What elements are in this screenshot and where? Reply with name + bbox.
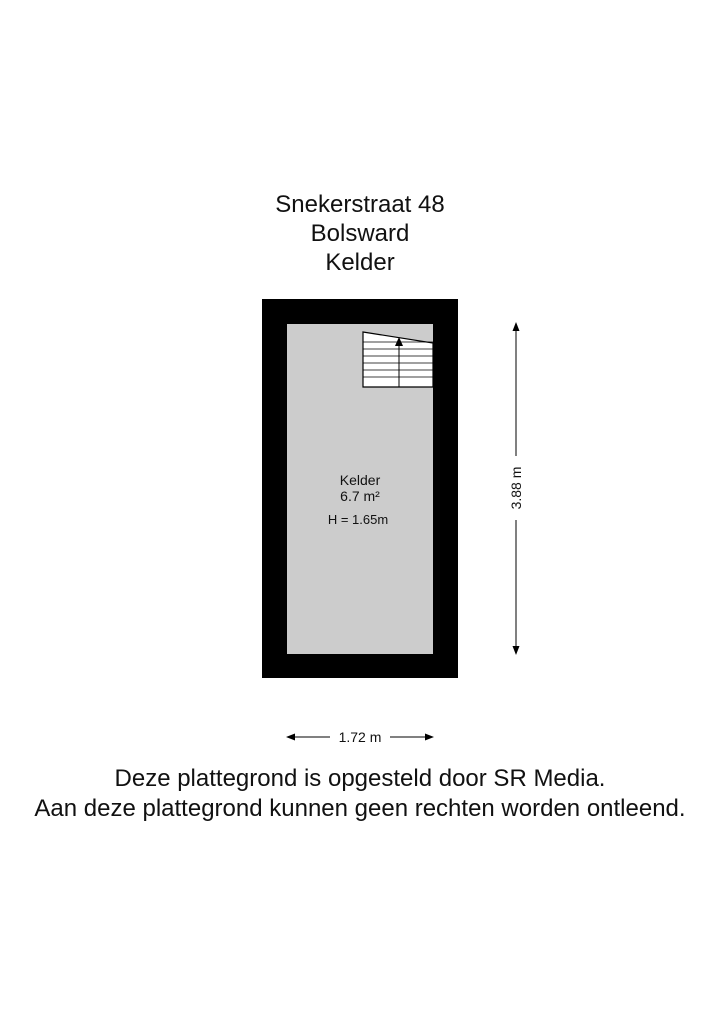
room-area: 6.7 m² [340,488,380,504]
arrow-down-icon [513,646,520,655]
width-dimension [286,729,434,745]
disclaimer-line-2: Aan deze plattegrond kunnen geen rechten worden ontleend. [34,795,686,822]
depth-dimension [508,322,524,655]
width-label: 1.72 m [338,729,382,745]
floor-label: Kelder [325,249,395,276]
depth-label: 3.88 m [508,466,524,510]
arrow-left-icon [286,734,295,741]
city-label: Bolsward [310,220,410,247]
disclaimer-line-1: Deze plattegrond is opgesteld door SR Media. [114,765,606,792]
disclaimer [0,764,720,824]
room-height: H = 1.65m [327,512,389,527]
address-label: Snekerstraat 48 [275,191,445,218]
arrow-up-icon [513,322,520,331]
arrow-right-icon [425,734,434,741]
room-name: Kelder [339,472,381,488]
